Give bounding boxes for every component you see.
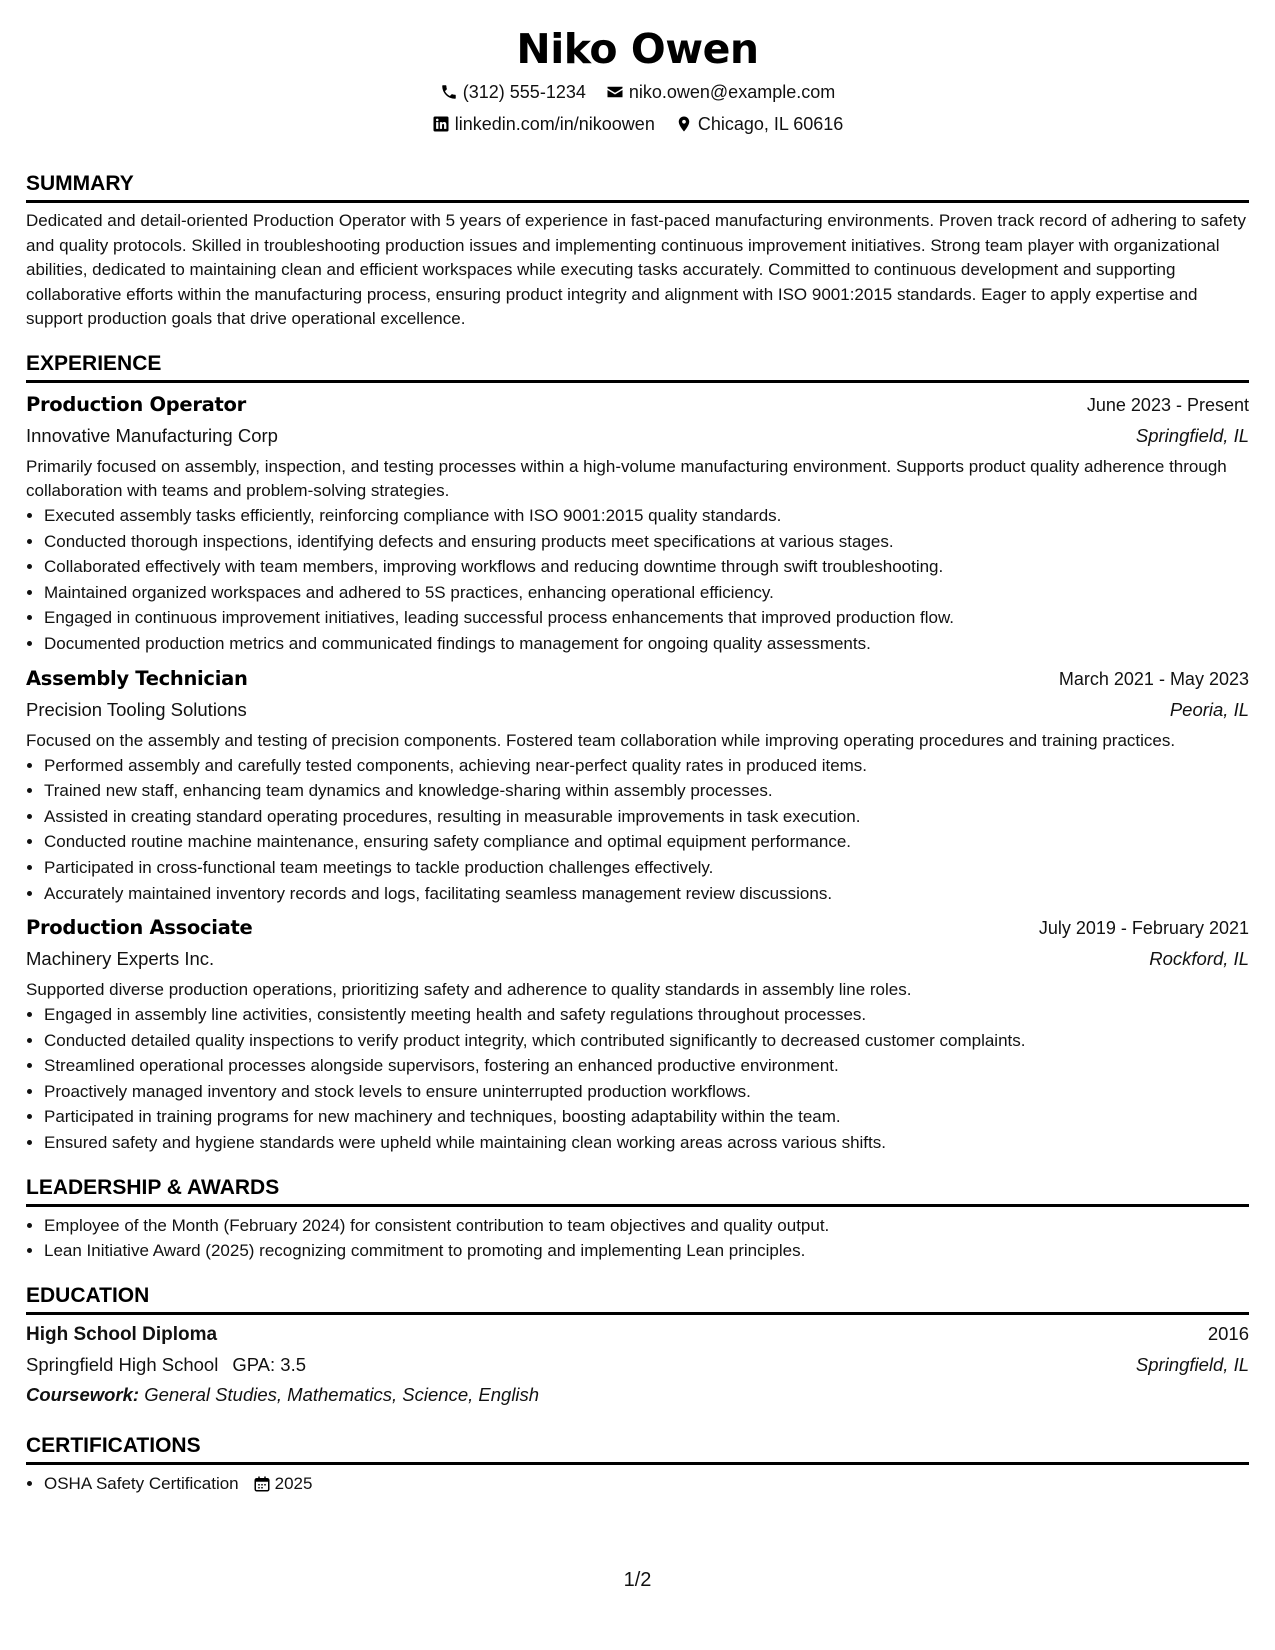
list-item: • Participated in cross-functional team meetings to tackle production challenges effectively. xyxy=(44,855,1249,881)
list-item: • Conducted detailed quality inspections to verify product integrity, which contributed significantly to decreased customer complaints. xyxy=(44,1028,1249,1054)
job-bullets xyxy=(26,753,1249,907)
job-dates: June 2023 - Present xyxy=(1086,394,1249,415)
coursework-text: General Studies, Mathematics, Science, English xyxy=(144,1383,540,1405)
education-degree: High School Diploma xyxy=(26,1323,218,1345)
contact-email[interactable] xyxy=(606,76,835,108)
job-description: Focused on the assembly and testing of precision components. Fostered team collaboration while improving operating procedures and training practices. xyxy=(26,730,1176,750)
list-item: • Engaged in continuous improvement initiatives, leading successful process enhancements that improved production flow. xyxy=(44,605,1249,631)
list-item: • Proactively managed inventory and stock levels to ensure uninterrupted production workflows. xyxy=(44,1079,1249,1105)
education-gpa: GPA: 3.5 xyxy=(232,1353,307,1375)
resume-header xyxy=(26,0,1249,140)
list-item: • Maintained organized workspaces and adhered to 5S practices, enhancing operational efficiency. xyxy=(44,580,1249,606)
education-year: 2016 xyxy=(1207,1322,1249,1344)
list-item: • Accurately maintained inventory records and logs, facilitating seamless management review discussions. xyxy=(44,881,1249,907)
job-dates: March 2021 - May 2023 xyxy=(1058,668,1249,689)
contact-row-2 xyxy=(26,108,1249,140)
job-location: Rockford, IL xyxy=(1149,948,1249,970)
section-title-education: EDUCATION xyxy=(26,1282,1249,1315)
list-item xyxy=(44,1471,1249,1497)
list-item: • Trained new staff, enhancing team dynamics and knowledge-sharing within assembly processes. xyxy=(44,778,1249,804)
job-description: Supported diverse production operations, prioritizing safety and adherence to quality standards in assembly line roles. xyxy=(26,980,912,1000)
job-title: Production Operator xyxy=(26,392,246,416)
email-text[interactable]: niko.owen@example.com xyxy=(628,82,836,102)
job-description: Primarily focused on assembly, inspection, and testing processes within a high-volume manufacturing environment. Supports product quality adherence through collaboration with teams and problem-solving strategies. xyxy=(26,456,1227,500)
job-company: Machinery Experts Inc. xyxy=(26,948,215,970)
list-item: • Performed assembly and carefully tested components, achieving near-perfect quality rates in produced items. xyxy=(44,753,1249,779)
job-company: Innovative Manufacturing Corp xyxy=(26,424,278,446)
job-location: Springfield, IL xyxy=(1135,424,1249,446)
section-title-certifications: CERTIFICATIONS xyxy=(26,1432,1249,1465)
summary-text: Dedicated and detail-oriented Production Operator with 5 years of experience in fast-paced manufacturing environments. Proven track record of adhering to safety and quality protocols. Skilled in troubleshooting production issues and implementing continuous improvement initiatives. Strong team player with organizational abilities, dedicated to maintaining clean and efficient workspaces while executing tasks accurately. Committed to continuous development and supporting collaborative efforts within the manufacturing process, ensuring product integrity and alignment with ISO 9001:2015 standards. Eager to apply expertise and support production goals that drive operational excellence. xyxy=(26,211,1246,329)
job-bullets xyxy=(26,1002,1249,1156)
contact-linkedin[interactable] xyxy=(432,108,655,140)
linkedin-text[interactable]: linkedin.com/in/nikoowen xyxy=(454,114,655,134)
education-entry xyxy=(26,1319,1249,1410)
education-location: Springfield, IL xyxy=(1135,1353,1249,1375)
phone-icon xyxy=(440,83,458,101)
list-item: • Conducted routine machine maintenance, ensuring safety compliance and optimal equipment performance. xyxy=(44,829,1249,855)
job-entry xyxy=(26,663,1249,907)
list-item: • Engaged in assembly line activities, consistently meeting health and safety regulations throughout processes. xyxy=(44,1002,1249,1028)
list-item: • Collaborated effectively with team members, improving workflows and reducing downtime through swift troubleshooting. xyxy=(44,554,1249,580)
certification-date xyxy=(253,1471,313,1497)
section-title-experience: EXPERIENCE xyxy=(26,350,1249,383)
job-entry xyxy=(26,389,1249,657)
contact-location xyxy=(675,108,843,140)
section-title-summary: SUMMARY xyxy=(26,170,1249,203)
phone-text: (312) 555-1234 xyxy=(462,82,586,102)
job-company: Precision Tooling Solutions xyxy=(26,698,247,720)
list-item: • Participated in training programs for new machinery and techniques, boosting adaptability within the team. xyxy=(44,1104,1249,1130)
coursework-label: Coursework: xyxy=(26,1383,140,1405)
linkedin-icon xyxy=(432,115,450,133)
certifications-list xyxy=(26,1471,1249,1497)
location-text: Chicago, IL 60616 xyxy=(697,114,844,134)
list-item: • Lean Initiative Award (2025) recognizing commitment to promoting and implementing Lean principles. xyxy=(44,1238,1249,1264)
candidate-name: Niko Owen xyxy=(516,25,759,73)
envelope-icon xyxy=(606,83,624,101)
contact-phone xyxy=(440,76,586,108)
map-pin-icon xyxy=(675,115,693,133)
education-school: Springfield High School xyxy=(26,1353,219,1375)
list-item: • Ensured safety and hygiene standards were upheld while maintaining clean working areas across various shifts. xyxy=(44,1130,1249,1156)
job-dates: July 2019 - February 2021 xyxy=(1038,918,1249,939)
job-bullets xyxy=(26,503,1249,657)
education-coursework xyxy=(26,1380,1249,1410)
list-item: • Documented production metrics and communicated findings to management for ongoing quality assessments. xyxy=(44,631,1249,657)
section-title-leadership: LEADERSHIP & AWARDS xyxy=(26,1174,1249,1207)
certification-name: • OSHA Safety Certification xyxy=(44,1473,239,1493)
certification-date-text: 2025 xyxy=(274,1473,313,1493)
job-entry xyxy=(26,912,1249,1156)
list-item: • Employee of the Month (February 2024) for consistent contribution to team objectives and quality output. xyxy=(44,1213,1249,1239)
list-item: • Executed assembly tasks efficiently, reinforcing compliance with ISO 9001:2015 quality standards. xyxy=(44,503,1249,529)
education-school-line xyxy=(26,1350,306,1380)
job-title: Assembly Technician xyxy=(26,666,248,690)
job-title: Production Associate xyxy=(26,916,253,940)
contact-row-1 xyxy=(26,76,1249,108)
page-number: 1/2 xyxy=(623,1569,652,1591)
leadership-list xyxy=(26,1213,1249,1264)
job-location: Peoria, IL xyxy=(1169,698,1249,720)
list-item: • Conducted thorough inspections, identifying defects and ensuring products meet specifications at various stages. xyxy=(44,529,1249,555)
list-item: • Assisted in creating standard operating procedures, resulting in measurable improvements in task execution. xyxy=(44,804,1249,830)
list-item: • Streamlined operational processes alongside supervisors, fostering an enhanced productive environment. xyxy=(44,1053,1249,1079)
calendar-icon xyxy=(253,1475,271,1493)
